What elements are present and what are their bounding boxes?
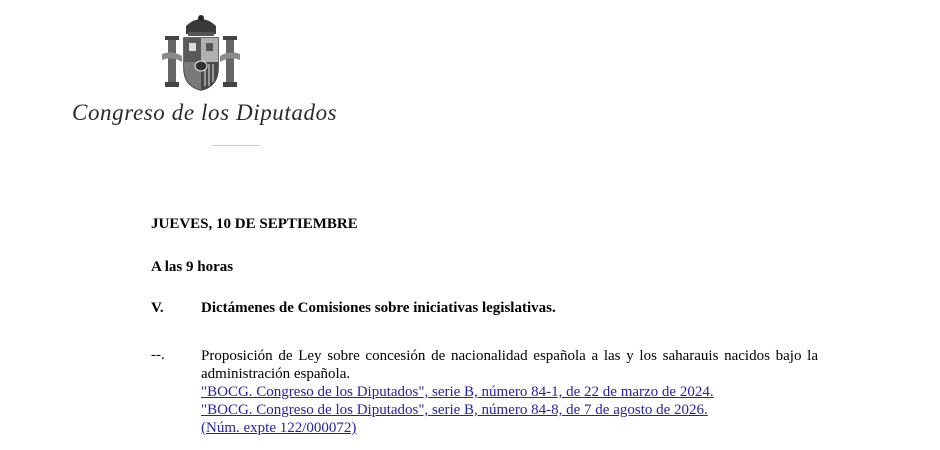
bocg-link-84-8[interactable]: "BOCG. Congreso de los Diputados", serie B, número 84-8, de 7 de agosto de 2026. (201, 402, 708, 418)
item-description: Proposición de Ley sobre concesión de nacionalidad española a las y los saharauis nacidos bajo la administración española. (201, 348, 818, 382)
date-heading: JUEVES, 10 DE SEPTIEMBRE (151, 216, 358, 232)
congreso-logo (72, 14, 362, 164)
logo-text: Congreso de los Diputados (72, 100, 338, 125)
item-marker: --. (151, 347, 165, 363)
bocg-link-84-1[interactable]: "BOCG. Congreso de los Diputados", serie B, número 84-1, de 22 de marzo de 2024. (201, 384, 714, 400)
expediente-link[interactable]: (Núm. expte 122/000072) (201, 420, 357, 436)
logo-divider (212, 145, 260, 146)
agenda-item (201, 347, 818, 437)
section-title: Dictámenes de Comisiones sobre iniciativas legislativas. (201, 300, 556, 316)
time-heading: A las 9 horas (151, 259, 234, 275)
coat-of-arms-icon (156, 14, 246, 94)
section-number: V. (151, 300, 164, 316)
